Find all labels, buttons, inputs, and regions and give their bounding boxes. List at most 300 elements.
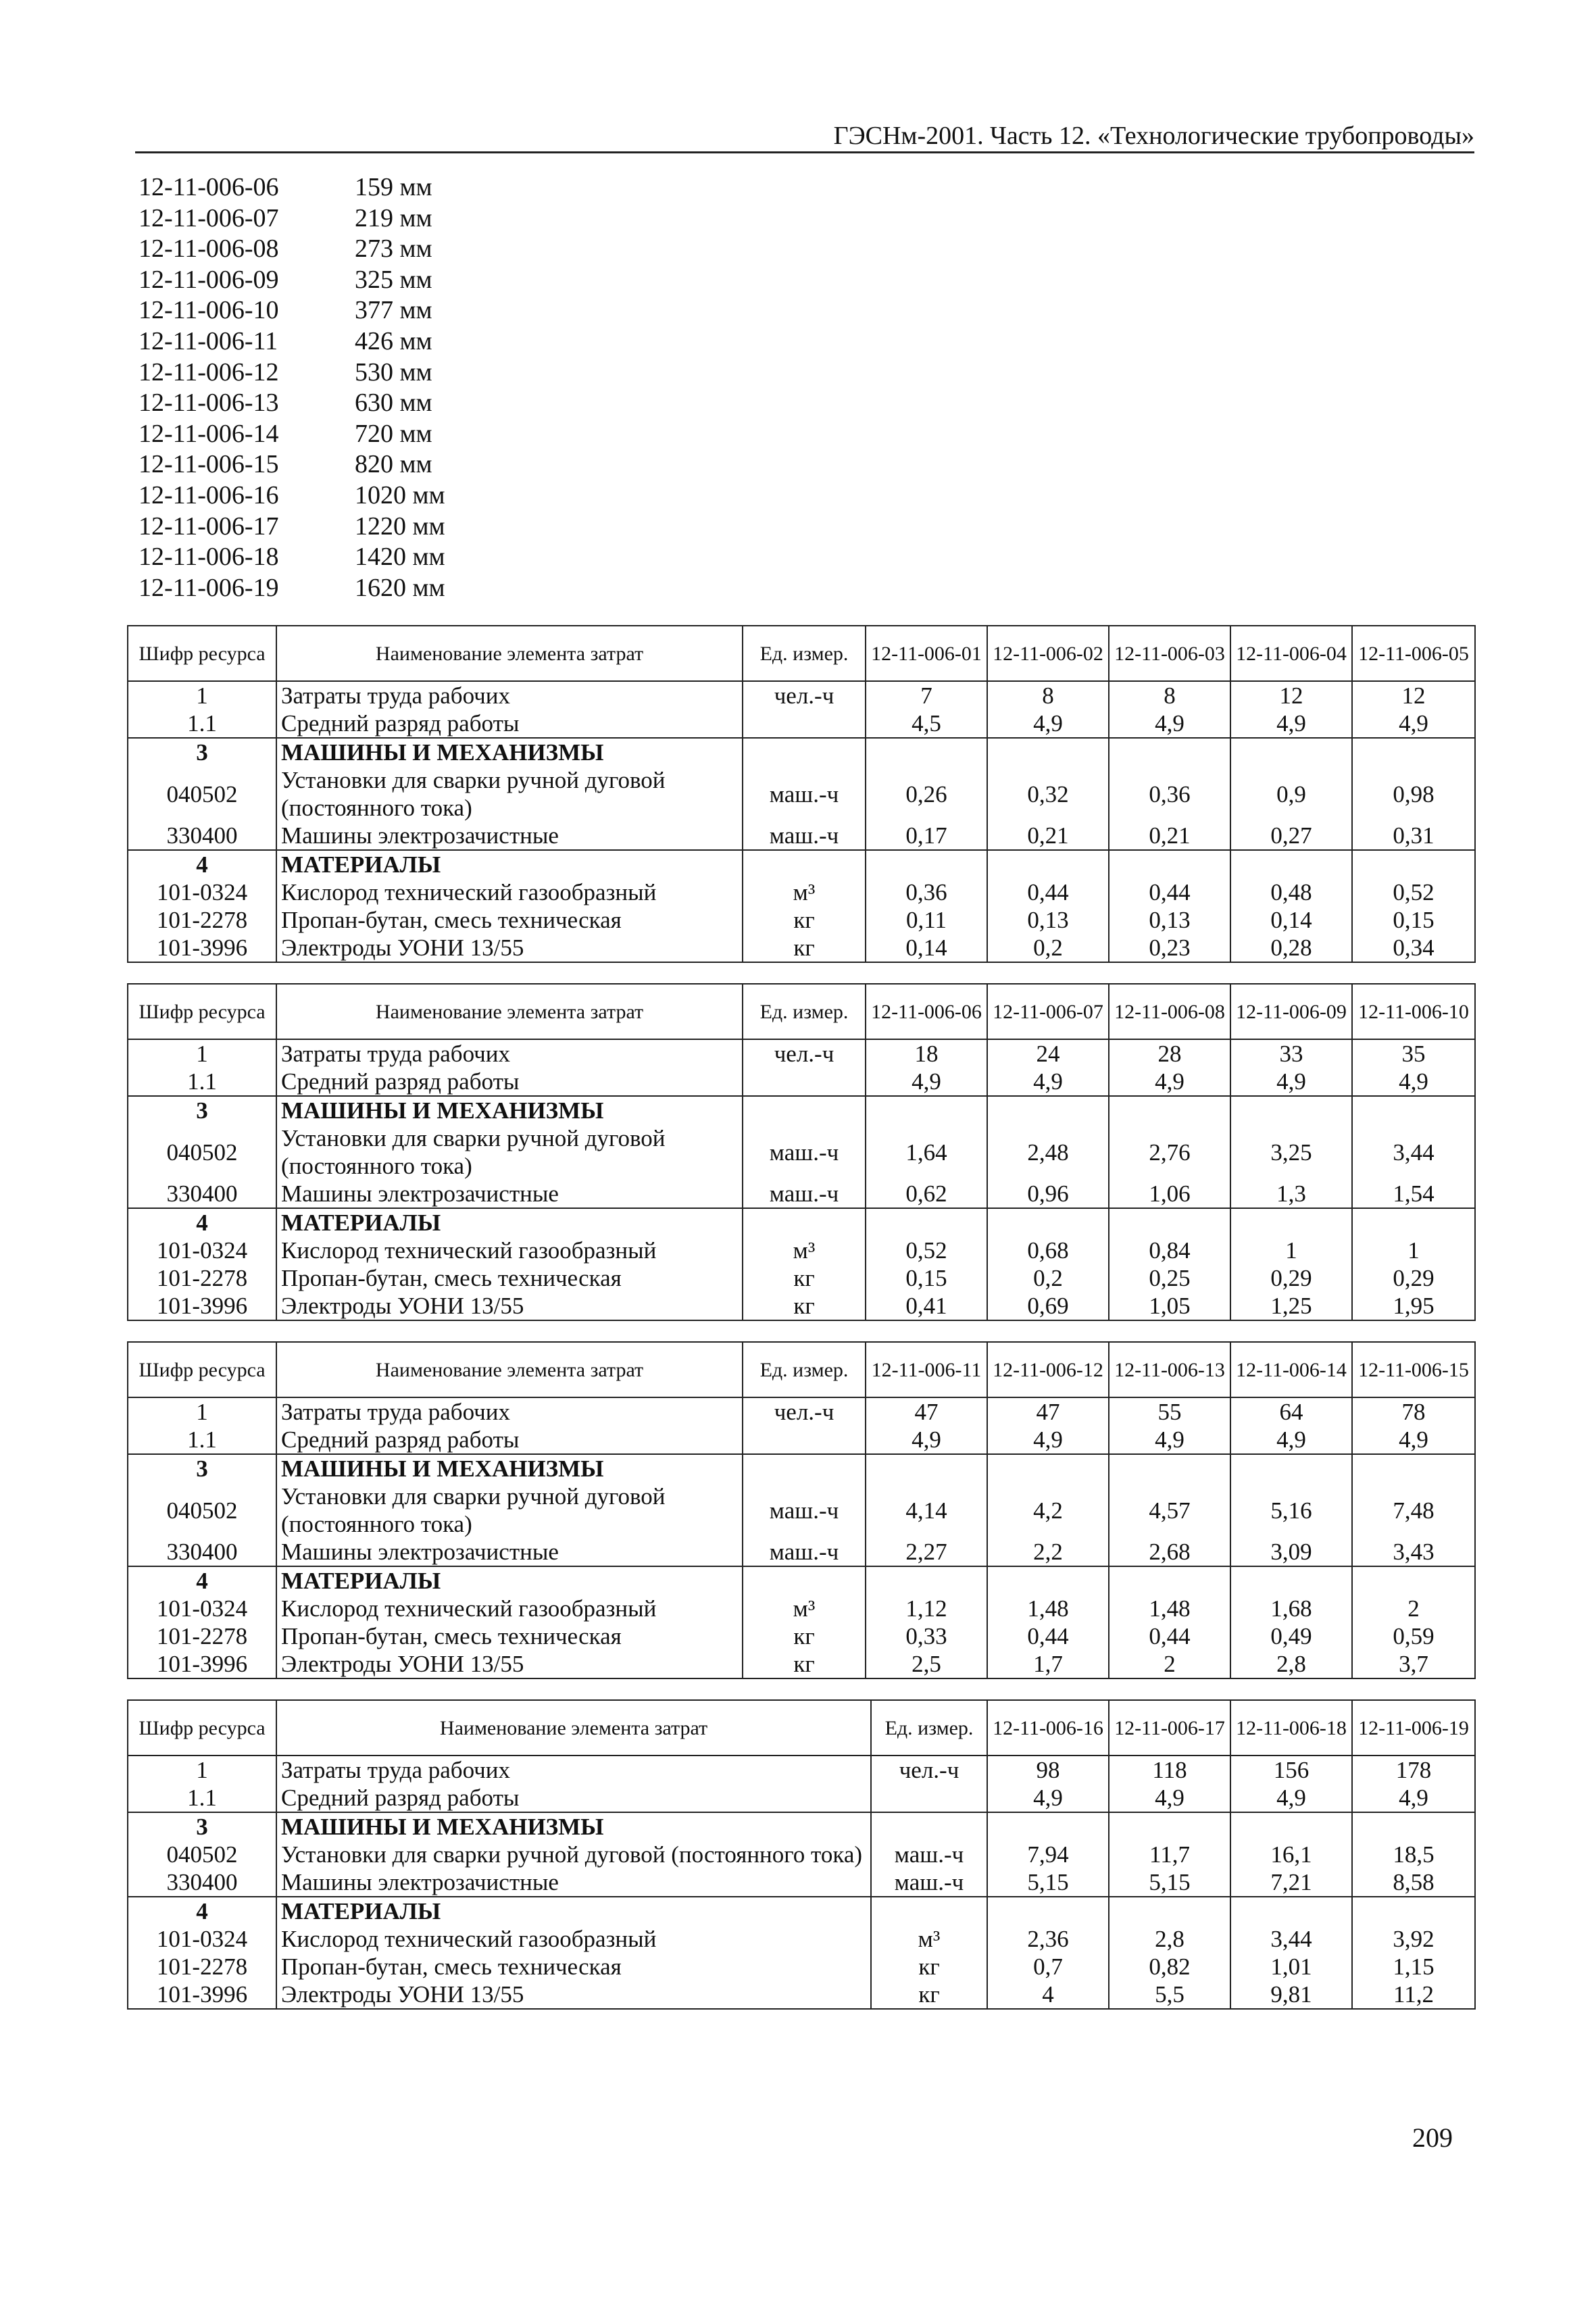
cell-value: 1,01 [1230, 1953, 1352, 1981]
cell-value: 1,95 [1352, 1292, 1475, 1320]
code-label: 12-11-006-15 [139, 450, 279, 479]
cell-name: МАШИНЫ И МЕХАНИЗМЫ [276, 738, 743, 766]
cell-value: 0,52 [866, 1237, 987, 1264]
cell-shifr: 1.1 [128, 710, 276, 738]
code-list-item [139, 419, 490, 450]
cell-shifr: 101-2278 [128, 1264, 276, 1292]
cell-value: 55 [1109, 1397, 1230, 1426]
cell-value: 0,11 [866, 906, 987, 934]
cell-name: Установки для сварки ручной дуговой (постоянного тока) [276, 1841, 871, 1868]
cell-value: 2 [1109, 1650, 1230, 1678]
cell-value: 0,41 [866, 1292, 987, 1320]
cell-value: 0,28 [1230, 934, 1352, 962]
cell-value [1230, 738, 1352, 766]
cell-value [1352, 1096, 1475, 1124]
cell-name: Пропан-бутан, смесь техническая [276, 906, 743, 934]
cell-value: 1,05 [1109, 1292, 1230, 1320]
cell-value: 3,92 [1352, 1925, 1475, 1953]
cell-value [866, 850, 987, 878]
header-unit: Ед. измер. [743, 626, 866, 681]
cell-value: 4,9 [1109, 710, 1230, 738]
cell-value [1352, 1812, 1475, 1841]
cell-unit: чел.-ч [871, 1756, 987, 1784]
cell-value: 24 [987, 1039, 1109, 1068]
table-header-row [128, 626, 1475, 681]
code-label: 12-11-006-06 [139, 173, 279, 201]
cell-value: 64 [1230, 1397, 1352, 1426]
cell-value: 4,9 [987, 1068, 1109, 1096]
table-row [128, 738, 1475, 766]
cell-value: 78 [1352, 1397, 1475, 1426]
cell-value: 2,5 [866, 1650, 987, 1678]
cell-name: Кислород технический газообразный [276, 878, 743, 906]
cell-value [987, 738, 1109, 766]
cell-shifr: 101-0324 [128, 1237, 276, 1264]
cell-value: 118 [1109, 1756, 1230, 1784]
diameter-label: 1220 мм [355, 512, 445, 541]
cell-shifr: 3 [128, 738, 276, 766]
code-diameter-list [139, 172, 490, 603]
cell-value: 0,44 [987, 878, 1109, 906]
cell-value [866, 738, 987, 766]
cell-value: 2,76 [1109, 1124, 1230, 1180]
resource-table [127, 625, 1476, 963]
cell-unit [871, 1897, 987, 1925]
table-row [128, 1180, 1475, 1208]
header-norm-code: 12-11-006-05 [1352, 626, 1475, 681]
code-list-item [139, 326, 490, 357]
header-shifr: Шифр ресурса [128, 1342, 276, 1397]
cell-unit: маш.-ч [871, 1841, 987, 1868]
cell-value: 8 [987, 681, 1109, 710]
cell-shifr: 101-2278 [128, 1622, 276, 1650]
cell-value: 0,48 [1230, 878, 1352, 906]
cell-unit: м³ [743, 1595, 866, 1622]
cell-shifr: 101-2278 [128, 906, 276, 934]
cell-shifr: 330400 [128, 822, 276, 850]
code-label: 12-11-006-10 [139, 296, 279, 325]
cell-value: 0,69 [987, 1292, 1109, 1320]
cell-value: 0,29 [1352, 1264, 1475, 1292]
table-row [128, 681, 1475, 710]
cell-value: 1,7 [987, 1650, 1109, 1678]
header-norm-code: 12-11-006-04 [1230, 626, 1352, 681]
cell-name: МАТЕРИАЛЫ [276, 850, 743, 878]
cell-value: 0,9 [1230, 766, 1352, 822]
cell-value: 12 [1230, 681, 1352, 710]
cell-value: 1,48 [987, 1595, 1109, 1622]
table-row [128, 710, 1475, 738]
cell-name: МАШИНЫ И МЕХАНИЗМЫ [276, 1812, 871, 1841]
cell-value: 35 [1352, 1039, 1475, 1068]
diameter-label: 530 мм [355, 357, 432, 387]
cell-value: 5,16 [1230, 1483, 1352, 1538]
cell-value [1352, 1566, 1475, 1595]
cell-value [866, 1096, 987, 1124]
code-list-item [139, 512, 490, 543]
cell-unit [743, 738, 866, 766]
cell-value: 1,15 [1352, 1953, 1475, 1981]
cell-name: Средний разряд работы [276, 1426, 743, 1454]
cell-name: Пропан-бутан, смесь техническая [276, 1622, 743, 1650]
table-row [128, 1292, 1475, 1320]
table-row [128, 1566, 1475, 1595]
cell-value: 0,84 [1109, 1237, 1230, 1264]
cell-value [987, 1208, 1109, 1237]
cell-value: 0,44 [987, 1622, 1109, 1650]
cell-value: 7 [866, 681, 987, 710]
cell-value: 4,9 [1352, 1784, 1475, 1812]
header-norm-code: 12-11-006-08 [1109, 984, 1230, 1039]
resource-table [127, 1341, 1476, 1679]
header-norm-code: 12-11-006-15 [1352, 1342, 1475, 1397]
cell-value: 1 [1230, 1237, 1352, 1264]
table-row [128, 1426, 1475, 1454]
cell-value: 2,27 [866, 1538, 987, 1566]
header-norm-code: 12-11-006-19 [1352, 1700, 1475, 1756]
header-unit: Ед. измер. [743, 1342, 866, 1397]
cell-shifr: 101-0324 [128, 1925, 276, 1953]
cell-value: 4,57 [1109, 1483, 1230, 1538]
header-unit: Ед. измер. [743, 984, 866, 1039]
header-name: Наименование элемента затрат [276, 984, 743, 1039]
header-norm-code: 12-11-006-10 [1352, 984, 1475, 1039]
cell-shifr: 040502 [128, 766, 276, 822]
cell-value: 18,5 [1352, 1841, 1475, 1868]
resource-table [127, 983, 1476, 1321]
cell-value: 8,58 [1352, 1868, 1475, 1897]
cell-value: 4,9 [987, 1784, 1109, 1812]
cell-name: Кислород технический газообразный [276, 1595, 743, 1622]
cell-unit: кг [743, 934, 866, 962]
cell-name: МАТЕРИАЛЫ [276, 1566, 743, 1595]
cell-value: 3,44 [1230, 1925, 1352, 1953]
cell-value [987, 1812, 1109, 1841]
cell-value: 4,5 [866, 710, 987, 738]
cell-value: 4,9 [1109, 1068, 1230, 1096]
header-norm-code: 12-11-006-13 [1109, 1342, 1230, 1397]
header-name: Наименование элемента затрат [276, 626, 743, 681]
table-row [128, 850, 1475, 878]
table-row [128, 1784, 1475, 1812]
diameter-label: 1420 мм [355, 543, 445, 572]
cell-value: 4,9 [1230, 710, 1352, 738]
cell-shifr: 101-3996 [128, 1981, 276, 2009]
cell-unit: маш.-ч [743, 1483, 866, 1538]
cell-value: 1 [1352, 1237, 1475, 1264]
cell-value: 7,94 [987, 1841, 1109, 1868]
table-row [128, 1981, 1475, 2009]
cell-shifr: 1.1 [128, 1784, 276, 1812]
cell-name: Средний разряд работы [276, 1784, 871, 1812]
cell-shifr: 3 [128, 1096, 276, 1124]
cell-value [1109, 1566, 1230, 1595]
table-row [128, 1039, 1475, 1068]
cell-unit [871, 1812, 987, 1841]
cell-name: Электроды УОНИ 13/55 [276, 1650, 743, 1678]
cell-value: 1,3 [1230, 1180, 1352, 1208]
cell-value: 18 [866, 1039, 987, 1068]
cell-value [1109, 1096, 1230, 1124]
header-norm-code: 12-11-006-03 [1109, 626, 1230, 681]
table-row [128, 1812, 1475, 1841]
table-row [128, 1897, 1475, 1925]
cell-unit: кг [743, 1622, 866, 1650]
cell-value [987, 1566, 1109, 1595]
cell-unit: маш.-ч [871, 1868, 987, 1897]
cell-value: 4,9 [1230, 1068, 1352, 1096]
cell-shifr: 3 [128, 1454, 276, 1483]
diameter-label: 720 мм [355, 419, 432, 448]
table-row [128, 822, 1475, 850]
header-norm-code: 12-11-006-09 [1230, 984, 1352, 1039]
cell-value: 0,15 [866, 1264, 987, 1292]
cell-shifr: 101-3996 [128, 1292, 276, 1320]
cell-value: 0,27 [1230, 822, 1352, 850]
code-label: 12-11-006-11 [139, 326, 278, 355]
cell-shifr: 040502 [128, 1124, 276, 1180]
cell-value: 0,29 [1230, 1264, 1352, 1292]
table-header-row [128, 984, 1475, 1039]
cell-value: 0,13 [1109, 906, 1230, 934]
table-row [128, 1841, 1475, 1868]
cell-name: Затраты труда рабочих [276, 1397, 743, 1426]
cell-unit [743, 1566, 866, 1595]
cell-unit [743, 710, 866, 738]
cell-unit: маш.-ч [743, 1180, 866, 1208]
cell-value: 0,2 [987, 1264, 1109, 1292]
code-list-item [139, 573, 490, 604]
diameter-label: 1620 мм [355, 573, 445, 602]
cell-name: Установки для сварки ручной дуговой (постоянного тока) [276, 1483, 743, 1538]
cell-unit: чел.-ч [743, 1397, 866, 1426]
header-norm-code: 12-11-006-02 [987, 626, 1109, 681]
header-name: Наименование элемента затрат [276, 1700, 871, 1756]
cell-unit: м³ [743, 878, 866, 906]
cell-value: 1,25 [1230, 1292, 1352, 1320]
diameter-label: 426 мм [355, 326, 432, 355]
diameter-label: 273 мм [355, 234, 432, 264]
cell-value: 0,68 [987, 1237, 1109, 1264]
code-label: 12-11-006-07 [139, 203, 279, 232]
cell-unit: кг [743, 906, 866, 934]
cell-value: 0,15 [1352, 906, 1475, 934]
header-norm-code: 12-11-006-18 [1230, 1700, 1352, 1756]
cell-name: Кислород технический газообразный [276, 1237, 743, 1264]
cell-value: 98 [987, 1756, 1109, 1784]
cell-value: 0,31 [1352, 822, 1475, 850]
cell-name: Затраты труда рабочих [276, 1756, 871, 1784]
cell-unit: чел.-ч [743, 1039, 866, 1068]
cell-value: 2,8 [1230, 1650, 1352, 1678]
cell-name: МАШИНЫ И МЕХАНИЗМЫ [276, 1096, 743, 1124]
cell-value: 2,68 [1109, 1538, 1230, 1566]
cell-value [1230, 1096, 1352, 1124]
cell-value: 12 [1352, 681, 1475, 710]
header-norm-code: 12-11-006-07 [987, 984, 1109, 1039]
cell-value [1109, 738, 1230, 766]
cell-value: 4,9 [1230, 1426, 1352, 1454]
header-norm-code: 12-11-006-11 [866, 1342, 987, 1397]
cell-name: МАТЕРИАЛЫ [276, 1208, 743, 1237]
header-norm-code: 12-11-006-17 [1109, 1700, 1230, 1756]
cell-value: 2 [1352, 1595, 1475, 1622]
cell-shifr: 101-3996 [128, 1650, 276, 1678]
cell-value: 0,25 [1109, 1264, 1230, 1292]
code-label: 12-11-006-13 [139, 389, 279, 418]
cell-name: Машины электрозачистные [276, 1180, 743, 1208]
cell-unit: маш.-ч [743, 766, 866, 822]
cell-unit: кг [743, 1264, 866, 1292]
cell-value: 28 [1109, 1039, 1230, 1068]
resource-table [127, 1699, 1476, 2010]
cell-unit: маш.-ч [743, 822, 866, 850]
cell-value [1109, 850, 1230, 878]
cell-value [1109, 1454, 1230, 1483]
code-list-item [139, 172, 490, 203]
table-row [128, 1096, 1475, 1124]
cell-value: 3,44 [1352, 1124, 1475, 1180]
header-norm-code: 12-11-006-12 [987, 1342, 1109, 1397]
cell-value: 1,54 [1352, 1180, 1475, 1208]
table-row [128, 1208, 1475, 1237]
cell-value [987, 1454, 1109, 1483]
cell-value: 1,06 [1109, 1180, 1230, 1208]
cell-value: 11,2 [1352, 1981, 1475, 2009]
cell-shifr: 1.1 [128, 1426, 276, 1454]
cell-name: Пропан-бутан, смесь техническая [276, 1264, 743, 1292]
cell-value [1352, 738, 1475, 766]
cell-value [1230, 1208, 1352, 1237]
cell-name: Пропан-бутан, смесь техническая [276, 1953, 871, 1981]
header-title: ГЭСНм-2001. Часть 12. «Технологические трубопроводы» [833, 122, 1474, 150]
table-row [128, 1068, 1475, 1096]
cell-value: 4,9 [987, 710, 1109, 738]
cell-unit: маш.-ч [743, 1538, 866, 1566]
cell-shifr: 040502 [128, 1483, 276, 1538]
cell-shifr: 101-3996 [128, 934, 276, 962]
cell-value: 3,25 [1230, 1124, 1352, 1180]
cell-unit: м³ [743, 1237, 866, 1264]
cell-value: 2,48 [987, 1124, 1109, 1180]
cell-name: Машины электрозачистные [276, 1868, 871, 1897]
cell-unit: маш.-ч [743, 1124, 866, 1180]
table-row [128, 1237, 1475, 1264]
diameter-label: 219 мм [355, 203, 432, 232]
cell-value: 16,1 [1230, 1841, 1352, 1868]
cell-value: 33 [1230, 1039, 1352, 1068]
cell-value: 0,14 [866, 934, 987, 962]
cell-value: 4,9 [1352, 1068, 1475, 1096]
cell-value: 4,9 [1109, 1784, 1230, 1812]
cell-value [1352, 1454, 1475, 1483]
table-row [128, 1264, 1475, 1292]
cell-name: Электроды УОНИ 13/55 [276, 934, 743, 962]
cell-shifr: 4 [128, 850, 276, 878]
cell-value [1230, 1454, 1352, 1483]
cell-value: 0,36 [866, 878, 987, 906]
cell-value: 11,7 [1109, 1841, 1230, 1868]
diameter-label: 377 мм [355, 296, 432, 325]
cell-value: 0,44 [1109, 878, 1230, 906]
cell-value: 2,36 [987, 1925, 1109, 1953]
cell-value: 4,14 [866, 1483, 987, 1538]
header-norm-code: 12-11-006-16 [987, 1700, 1109, 1756]
cell-value [1352, 1897, 1475, 1925]
cell-value [1109, 1812, 1230, 1841]
cell-value: 0,44 [1109, 1622, 1230, 1650]
cell-value: 0,62 [866, 1180, 987, 1208]
cell-shifr: 330400 [128, 1538, 276, 1566]
cell-value [1352, 850, 1475, 878]
cell-value: 8 [1109, 681, 1230, 710]
cell-name: Средний разряд работы [276, 1068, 743, 1096]
cell-value: 3,09 [1230, 1538, 1352, 1566]
cell-value: 47 [987, 1397, 1109, 1426]
cell-name: Затраты труда рабочих [276, 1039, 743, 1068]
code-list-item [139, 449, 490, 480]
code-list-item [139, 265, 490, 296]
cell-shifr: 1 [128, 1756, 276, 1784]
cell-value: 4,9 [1230, 1784, 1352, 1812]
cell-value: 0,96 [987, 1180, 1109, 1208]
cell-value: 178 [1352, 1756, 1475, 1784]
table-row [128, 878, 1475, 906]
cell-value: 9,81 [1230, 1981, 1352, 2009]
cell-unit [871, 1784, 987, 1812]
table-row [128, 1483, 1475, 1538]
table-row [128, 934, 1475, 962]
cell-value [866, 1454, 987, 1483]
table-row [128, 1124, 1475, 1180]
cell-unit [743, 1068, 866, 1096]
table-row [128, 1868, 1475, 1897]
code-label: 12-11-006-18 [139, 543, 279, 572]
cell-value: 2,8 [1109, 1925, 1230, 1953]
cell-value: 0,13 [987, 906, 1109, 934]
table-row [128, 1756, 1475, 1784]
cell-value: 0,26 [866, 766, 987, 822]
running-header [135, 120, 1474, 153]
table-row [128, 1925, 1475, 1953]
header-name: Наименование элемента затрат [276, 1342, 743, 1397]
cell-shifr: 1 [128, 1039, 276, 1068]
cell-unit [743, 1426, 866, 1454]
cell-unit [743, 1096, 866, 1124]
cell-name: МАТЕРИАЛЫ [276, 1897, 871, 1925]
cell-value [987, 1897, 1109, 1925]
header-norm-code: 12-11-006-01 [866, 626, 987, 681]
header-shifr: Шифр ресурса [128, 626, 276, 681]
cell-value [987, 1096, 1109, 1124]
cell-value: 3,43 [1352, 1538, 1475, 1566]
cell-name: Установки для сварки ручной дуговой (постоянного тока) [276, 1124, 743, 1180]
cell-shifr: 4 [128, 1208, 276, 1237]
cell-unit: м³ [871, 1925, 987, 1953]
diameter-label: 820 мм [355, 450, 432, 479]
code-list-item [139, 203, 490, 234]
header-norm-code: 12-11-006-06 [866, 984, 987, 1039]
cell-name: Кислород технический газообразный [276, 1925, 871, 1953]
cell-value [866, 1566, 987, 1595]
code-label: 12-11-006-17 [139, 512, 279, 541]
cell-value: 0,98 [1352, 766, 1475, 822]
page-number: 209 [1412, 2122, 1453, 2153]
cell-unit: кг [871, 1953, 987, 1981]
table-row [128, 1622, 1475, 1650]
cell-value: 0,34 [1352, 934, 1475, 962]
cell-value: 5,15 [987, 1868, 1109, 1897]
